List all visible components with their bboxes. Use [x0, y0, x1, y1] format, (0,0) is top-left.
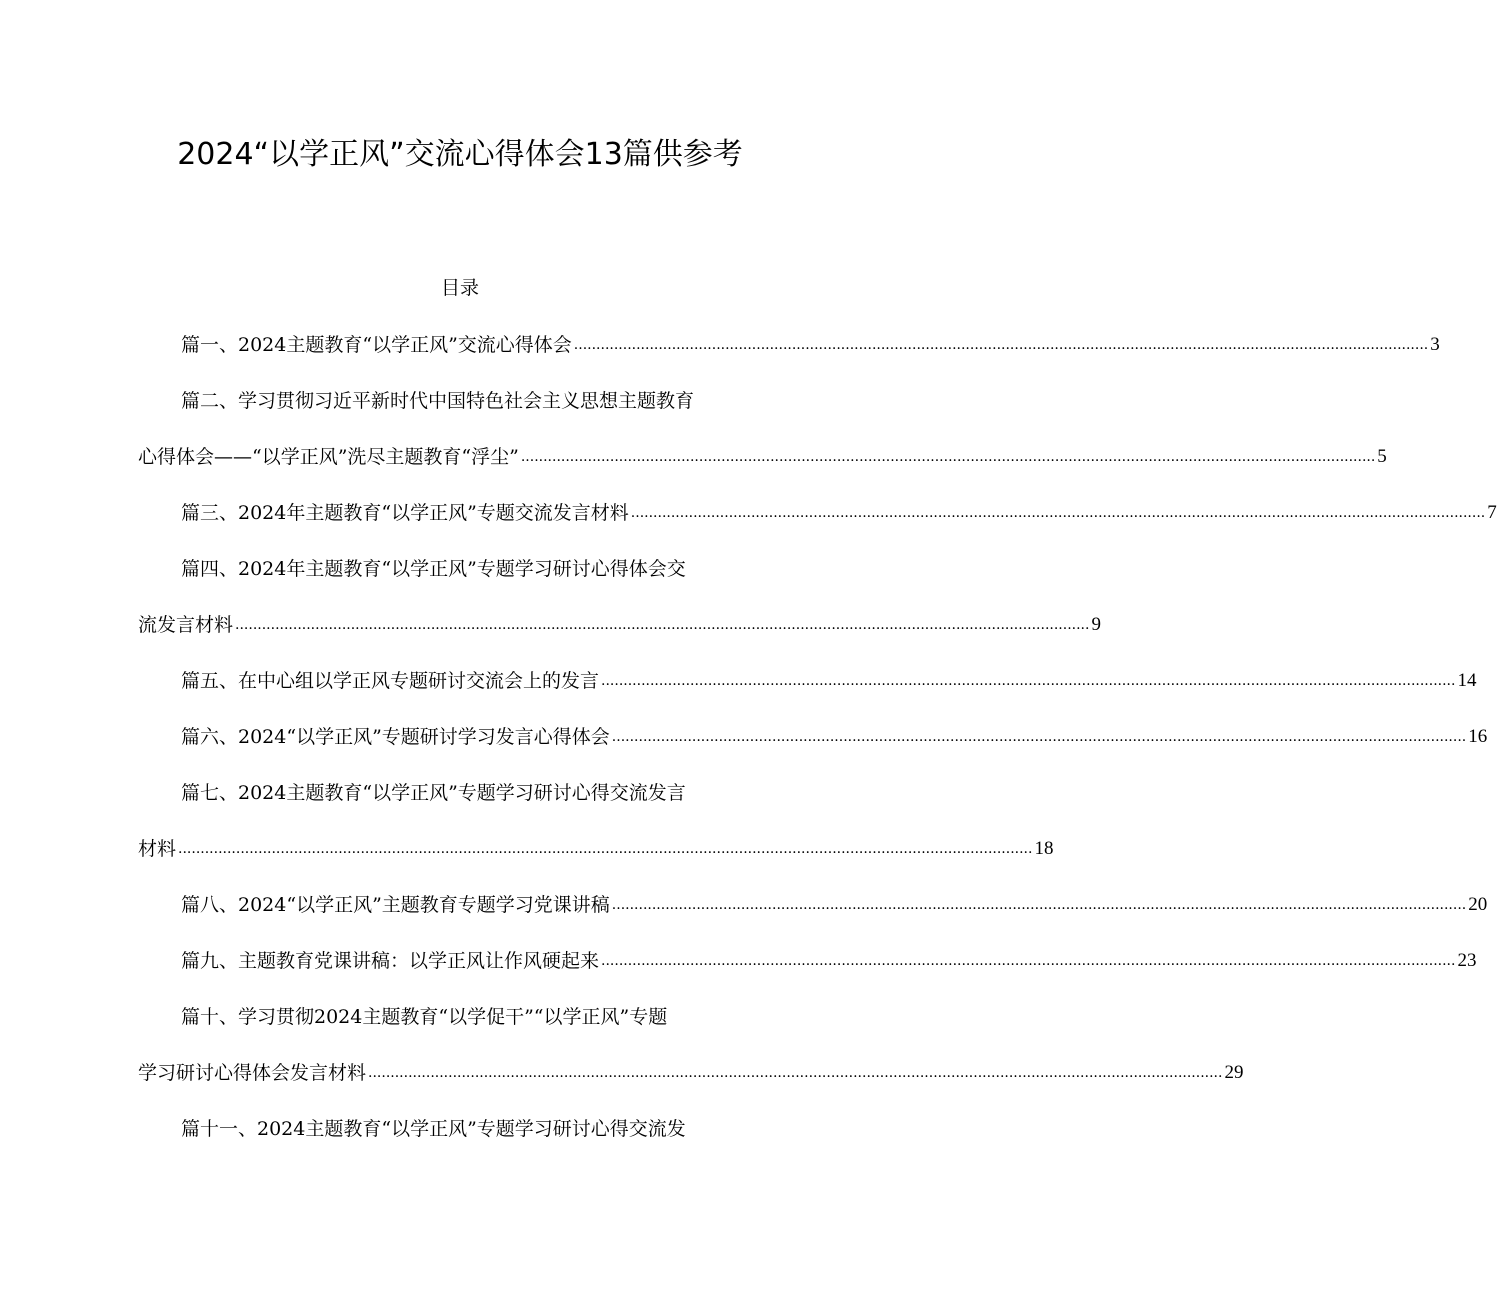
toc-leader-dots: ................................................................................................................................................................................................: [601, 673, 1456, 689]
toc-entry[interactable]: [181, 778, 778, 808]
toc-entry[interactable]: [181, 666, 1477, 696]
toc-page-number: 16: [1468, 726, 1488, 747]
toc-entry-text: 篇八、2024“以学正风”主题教育专题学习党课讲稿: [181, 894, 610, 916]
toc-entry-text: 篇三、2024年主题教育“以学正风”专题交流发言材料: [181, 502, 629, 524]
toc-leader-dots: ................................................................................................................................................................................................: [573, 337, 1429, 353]
toc-entry[interactable]: [181, 890, 1488, 920]
toc-page-number: 18: [1034, 838, 1054, 859]
toc-page-number: 29: [1224, 1062, 1244, 1083]
toc-entry-text: 篇二、学习贯彻习近平新时代中国特色社会主义思想主题教育: [181, 390, 695, 412]
toc-entry[interactable]: [181, 722, 1488, 752]
toc-page-number: 23: [1457, 950, 1477, 971]
toc-page-number: 5: [1377, 446, 1387, 467]
toc-leader-dots: ................................................................................................................................................................................................: [178, 841, 1033, 857]
toc-leader-dots: ................................................................................................................................................................................................: [611, 729, 1467, 745]
toc-page-number: 7: [1487, 502, 1497, 523]
toc-leader-dots: ................................................................................................................................................................................................: [630, 505, 1486, 521]
toc-entry-text: 篇七、2024主题教育“以学正风”专题学习研讨心得交流发言: [181, 782, 686, 804]
toc-leader-dots: ................................................................................................................................................................................................: [601, 953, 1456, 969]
toc-entry[interactable]: [181, 498, 1497, 528]
toc-entry-text: 篇十、学习贯彻2024主题教育“以学促干”“以学正风”专题: [181, 1006, 668, 1028]
toc-entry[interactable]: [138, 834, 1054, 864]
toc-entry-text: 篇六、2024“以学正风”专题研讨学习发言心得体会: [181, 726, 610, 748]
toc-entry-text: 篇四、2024年主题教育“以学正风”专题学习研讨心得体会交: [181, 558, 686, 580]
toc-entry[interactable]: [181, 554, 772, 584]
toc-page-number: 9: [1091, 614, 1101, 635]
toc-entry-text: 流发言材料: [138, 614, 234, 636]
toc-entry[interactable]: [181, 1114, 778, 1144]
toc-entry-text: 学习研讨心得体会发言材料: [138, 1062, 367, 1084]
toc-page-number: 3: [1430, 334, 1440, 355]
toc-entry[interactable]: [181, 1002, 778, 1032]
toc-entry[interactable]: [138, 442, 1387, 472]
toc-page-number: 20: [1468, 894, 1488, 915]
toc-leader-dots: ................................................................................................................................................................................................: [611, 897, 1467, 913]
toc-entry-text: 篇五、在中心组以学正风专题研讨交流会上的发言: [181, 670, 600, 692]
toc-heading: 目录: [440, 277, 479, 299]
toc-entry[interactable]: [138, 610, 1101, 640]
document-title: 2024“以学正风”交流心得体会13篇供参考: [177, 137, 743, 172]
toc-page-number: 14: [1457, 670, 1477, 691]
toc-entry[interactable]: [181, 330, 1440, 360]
toc-entry-text: 心得体会——“以学正风”洗尽主题教育“浮尘”: [138, 446, 519, 468]
toc-leader-dots: ................................................................................................................................................................................................: [368, 1065, 1223, 1081]
toc-leader-dots: ................................................................................................................................................................................................: [520, 449, 1376, 465]
toc-entry-text: 材料: [138, 838, 177, 860]
toc-entry[interactable]: [181, 946, 1477, 976]
toc-entry[interactable]: [181, 386, 772, 416]
toc-entry-text: 篇十一、2024主题教育“以学正风”专题学习研讨心得交流发: [181, 1118, 686, 1140]
toc-entry-text: 篇一、2024主题教育“以学正风”交流心得体会: [181, 334, 572, 356]
toc-entry[interactable]: [138, 1058, 1244, 1088]
toc-leader-dots: ................................................................................................................................................................................................: [235, 617, 1090, 633]
toc-entry-text: 篇九、主题教育党课讲稿：以学正风让作风硬起来: [181, 950, 600, 972]
